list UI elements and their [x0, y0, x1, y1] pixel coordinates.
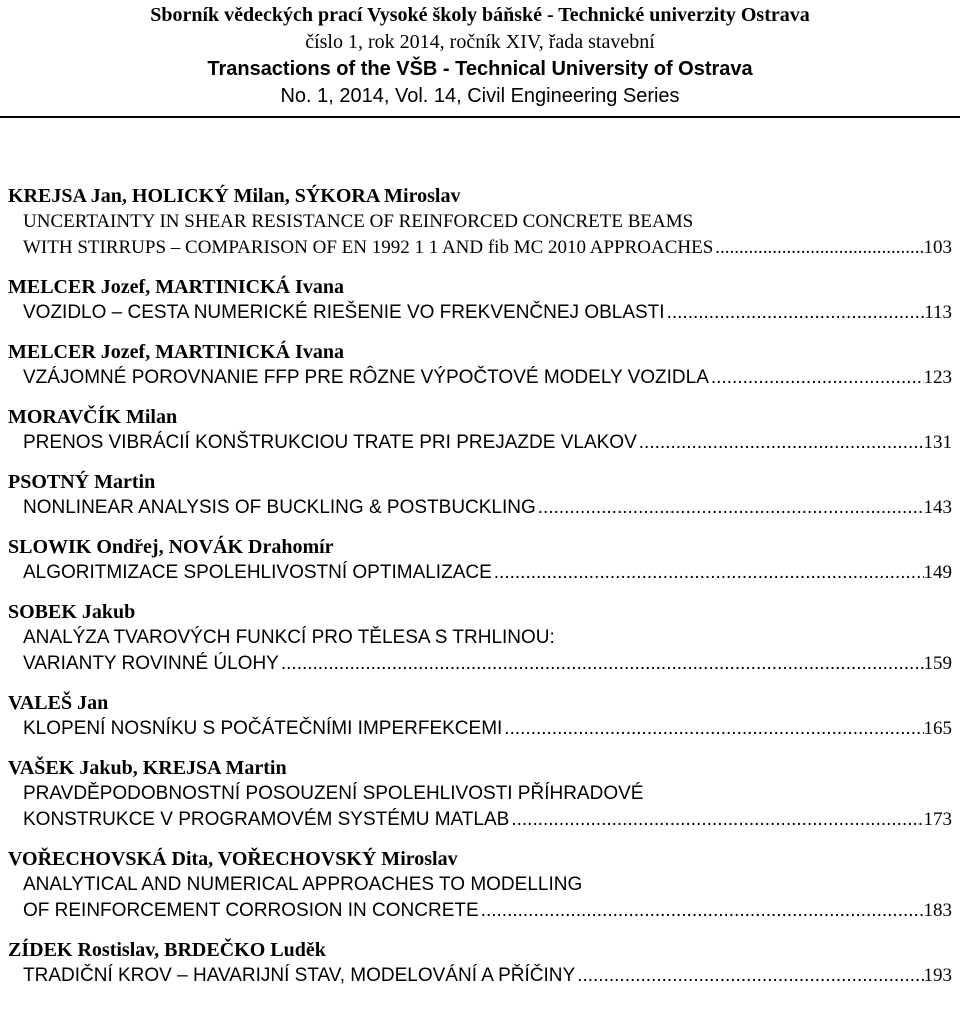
table-of-contents — [8, 183, 952, 1002]
header-title-cz: Sborník vědeckých prací Vysoké školy báňské - Technické univerzity Ostrava — [150, 4, 810, 26]
entry-page-number: 149 — [923, 562, 952, 583]
toc-entry — [8, 339, 952, 391]
entry-authors: VOŘECHOVSKÁ Dita, VOŘECHOVSKÝ Miroslav — [8, 848, 458, 870]
entry-page-number: 159 — [923, 653, 952, 674]
entry-page-number: 193 — [923, 965, 952, 986]
entry-title-line: PRAVDĚPODOBNOSTNÍ POSOUZENÍ SPOLEHLIVOSTI PŘÍHRADOVÉ — [23, 783, 644, 804]
entry-authors: VALEŠ Jan — [8, 692, 109, 714]
toc-entry — [8, 599, 952, 677]
entry-title-text: NONLINEAR ANALYSIS OF BUCKLING & POSTBUCKLING — [23, 497, 536, 518]
entry-title-leader — [23, 560, 952, 586]
entry-authors: MORAVČÍK Milan — [8, 406, 178, 428]
entry-title-line — [23, 963, 952, 989]
dot-leader — [709, 365, 924, 391]
dot-leader — [536, 495, 924, 521]
dot-leader — [492, 560, 924, 586]
entry-title-line — [23, 898, 952, 924]
entry-page-number: 103 — [923, 237, 952, 258]
entry-title-text: VZÁJOMNÉ POROVNANIE FFP PRE RÔZNE VÝPOČTOVÉ MODELY VOZIDLA — [23, 367, 709, 388]
entry-title-leader — [23, 807, 952, 833]
toc-entry — [8, 755, 952, 833]
toc-entry — [8, 534, 952, 586]
entry-title-leader — [23, 430, 952, 456]
entry-title-line — [23, 807, 952, 833]
entry-title-text: KONSTRUKCE V PROGRAMOVÉM SYSTÉMU MATLAB — [23, 809, 510, 830]
dot-leader — [665, 300, 925, 326]
header-issue-en: No. 1, 2014, Vol. 14, Civil Engineering Series — [280, 85, 680, 107]
entry-title-line — [23, 716, 952, 742]
dot-leader — [479, 898, 924, 924]
entry-title-leader — [23, 300, 952, 326]
entry-title-leader — [23, 963, 952, 989]
entry-title-leader — [23, 898, 952, 924]
toc-entry — [8, 274, 952, 326]
dot-leader — [637, 430, 924, 456]
entry-title-line: UNCERTAINTY IN SHEAR RESISTANCE OF REINFORCED CONCRETE BEAMS — [23, 211, 694, 232]
entry-title-line: ANALYTICAL AND NUMERICAL APPROACHES TO MODELLING — [23, 874, 583, 895]
entry-page-number: 113 — [924, 302, 952, 323]
entry-title-line — [23, 430, 952, 456]
entry-title-line — [23, 651, 952, 677]
header-title-en: Transactions of the VŠB - Technical University of Ostrava — [207, 58, 753, 80]
entry-title-line: ANALÝZA TVAROVÝCH FUNKCÍ PRO TĚLESA S TRHLINOU: — [23, 627, 555, 648]
dot-leader — [502, 716, 923, 742]
toc-entry — [8, 404, 952, 456]
entry-page-number: 183 — [923, 900, 952, 921]
toc-entry — [8, 937, 952, 989]
dot-leader — [279, 651, 924, 677]
entry-authors: ZÍDEK Rostislav, BRDEČKO Luděk — [8, 939, 326, 961]
entry-title-line — [23, 300, 952, 326]
entry-page-number: 123 — [923, 367, 952, 388]
header-issue-cz: číslo 1, rok 2014, ročník XIV, řada stavební — [305, 31, 655, 53]
entry-authors: SLOWIK Ondřej, NOVÁK Drahomír — [8, 536, 334, 558]
entry-title-line — [23, 495, 952, 521]
entry-title-text: VARIANTY ROVINNÉ ÚLOHY — [23, 653, 279, 674]
toc-entry — [8, 690, 952, 742]
dot-leader — [713, 235, 923, 261]
entry-title-text: VOZIDLO – CESTA NUMERICKÉ RIEŠENIE VO FREKVENČNEJ OBLASTI — [23, 302, 665, 323]
entry-title-leader — [23, 495, 952, 521]
entry-authors: KREJSA Jan, HOLICKÝ Milan, SÝKORA Miroslav — [8, 185, 461, 207]
entry-title-line — [23, 365, 952, 391]
dot-leader — [509, 807, 923, 833]
toc-entry — [8, 846, 952, 924]
entry-title-text: WITH STIRRUPS – COMPARISON OF EN 1992 1 1 AND fib MC 2010 APPROACHES — [23, 237, 714, 258]
entry-authors: VAŠEK Jakub, KREJSA Martin — [8, 757, 287, 779]
entry-title-text: TRADIČNÍ KROV – HAVARIJNÍ STAV, MODELOVÁNÍ A PŘÍČINY — [23, 965, 576, 986]
entry-title-leader — [23, 651, 952, 677]
toc-entry — [8, 183, 952, 261]
entry-page-number: 143 — [923, 497, 952, 518]
dot-leader — [575, 963, 923, 989]
entry-authors: MELCER Jozef, MARTINICKÁ Ivana — [8, 341, 344, 363]
entry-title-text: PRENOS VIBRÁCIÍ KONŠTRUKCIOU TRATE PRI PREJAZDE VLAKOV — [23, 432, 637, 453]
entry-title-line — [23, 560, 952, 586]
toc-entry — [8, 469, 952, 521]
entry-title-text: KLOPENÍ NOSNÍKU S POČÁTEČNÍMI IMPERFEKCEMI — [23, 718, 503, 739]
entry-authors: SOBEK Jakub — [8, 601, 136, 623]
journal-header — [0, 0, 960, 110]
entry-title-line — [23, 235, 952, 261]
entry-title-text: ALGORITMIZACE SPOLEHLIVOSTNÍ OPTIMALIZACE — [23, 562, 492, 583]
entry-authors: MELCER Jozef, MARTINICKÁ Ivana — [8, 276, 344, 298]
header-divider — [0, 116, 960, 118]
entry-page-number: 165 — [923, 718, 952, 739]
entry-authors: PSOTNÝ Martin — [8, 471, 156, 493]
entry-title-leader — [23, 716, 952, 742]
entry-title-leader — [23, 235, 952, 261]
entry-page-number: 173 — [923, 809, 952, 830]
entry-page-number: 131 — [923, 432, 952, 453]
entry-title-text: OF REINFORCEMENT CORROSION IN CONCRETE — [23, 900, 479, 921]
entry-title-leader — [23, 365, 952, 391]
